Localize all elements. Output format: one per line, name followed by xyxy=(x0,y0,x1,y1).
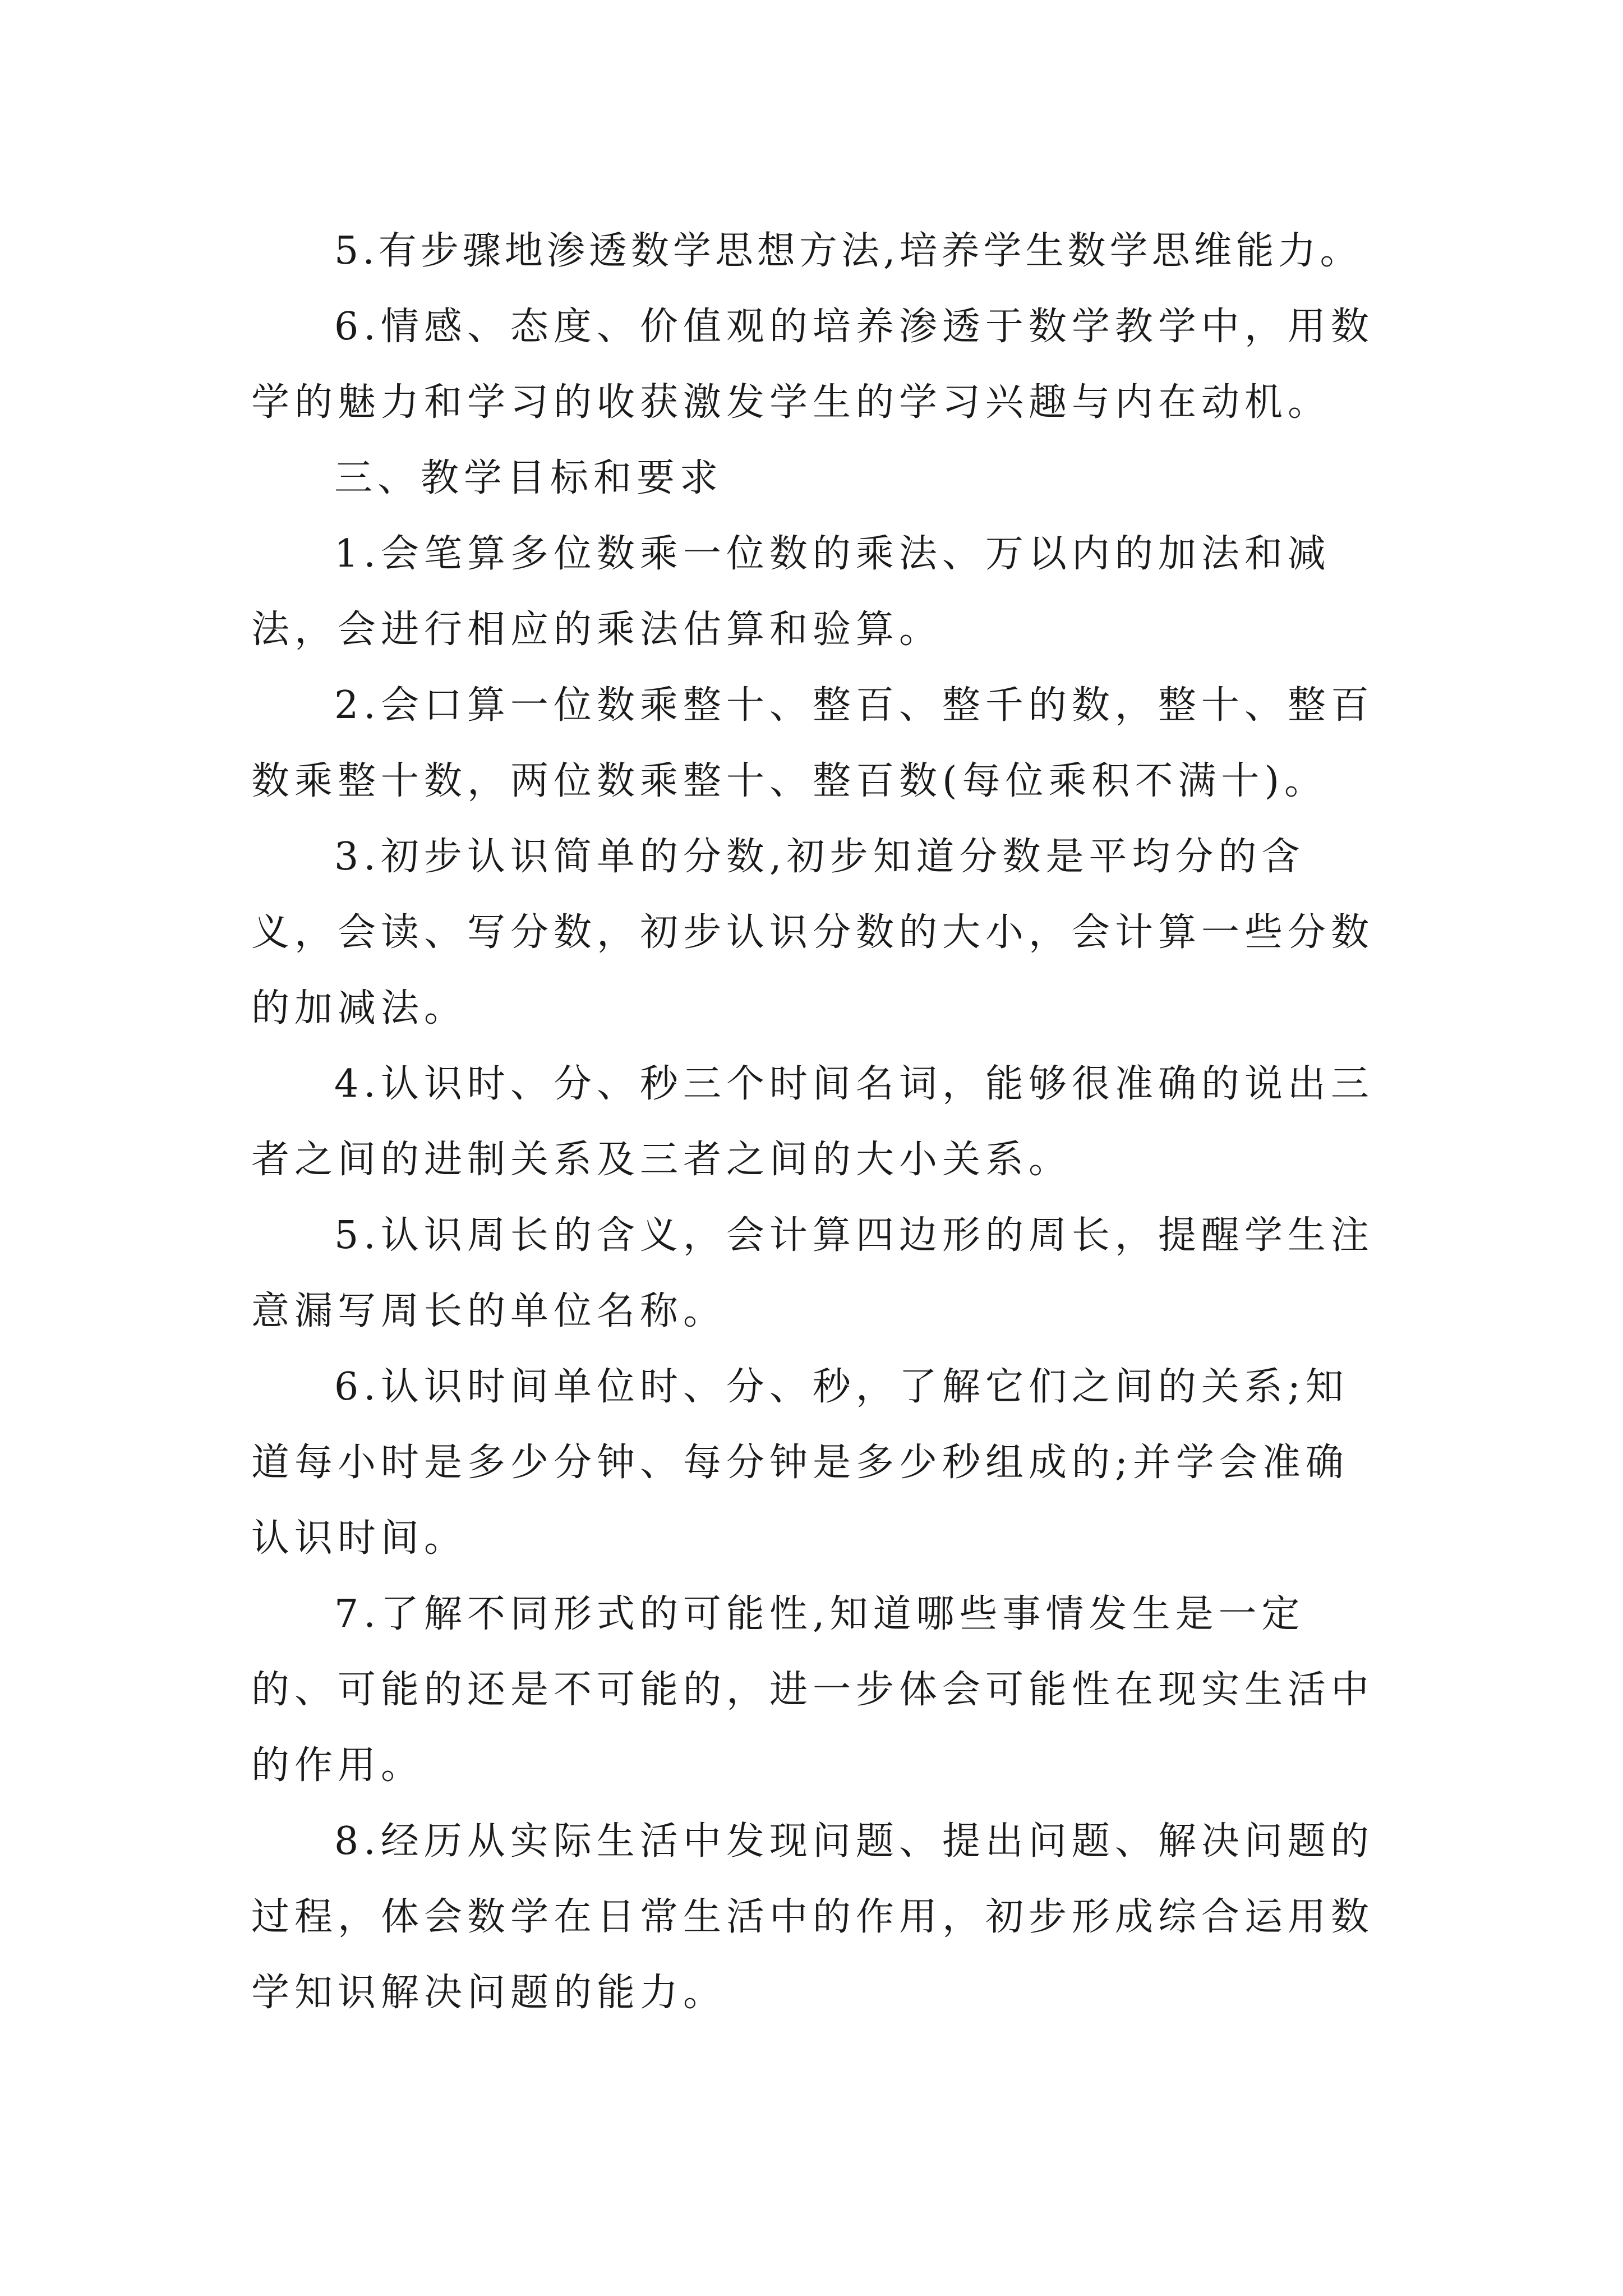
paragraph-goal-5: 5.认识周长的含义，会计算四边形的周长，提醒学生注意漏写周长的单位名称。 xyxy=(251,1213,1374,1333)
section-heading-objectives: 三、教学目标和要求 xyxy=(334,456,723,500)
paragraph-goal-6: 6.认识时间单位时、分、秒，了解它们之间的关系;知道每小时是多少分钟、每分钟是多少秒组成的;并学会准确认识时间。 xyxy=(251,1365,1349,1561)
paragraph-goal-2: 2.会口算一位数乘整十、整百、整千的数，整十、整百数乘整十数，两位数乘整十、整百数(每位乘积不满十)。 xyxy=(251,683,1374,803)
paragraph-goal-4: 4.认识时、分、秒三个时间名词，能够很准确的说出三者之间的进制关系及三者之间的大小关系。 xyxy=(251,1062,1374,1182)
paragraph-item-5-method: 5.有步骤地渗透数学思想方法,培养学生数学思维能力。 xyxy=(334,229,1362,273)
paragraph-goal-7: 7.了解不同形式的可能性,知道哪些事情发生是一定的、可能的还是不可能的，进一步体会可能性在现实生活中的作用。 xyxy=(251,1592,1375,1788)
paragraph-goal-8: 8.经历从实际生活中发现问题、提出问题、解决问题的过程，体会数学在日常生活中的作用，初步形成综合运用数学知识解决问题的能力。 xyxy=(251,1819,1375,2015)
paragraph-item-6-emotion: 6.情感、态度、价值观的培养渗透于数学教学中，用数学的魅力和学习的收获激发学生的学习兴趣与内在动机。 xyxy=(251,305,1374,425)
paragraph-goal-3: 3.初步认识简单的分数,初步知道分数是平均分的含义，会读、写分数，初步认识分数的大小，会计算一些分数的加减法。 xyxy=(251,835,1375,1030)
paragraph-goal-1: 1.会笔算多位数乘一位数的乘法、万以内的加法和减法，会进行相应的乘法估算和验算。 xyxy=(251,532,1331,652)
document-page xyxy=(251,213,1378,2031)
